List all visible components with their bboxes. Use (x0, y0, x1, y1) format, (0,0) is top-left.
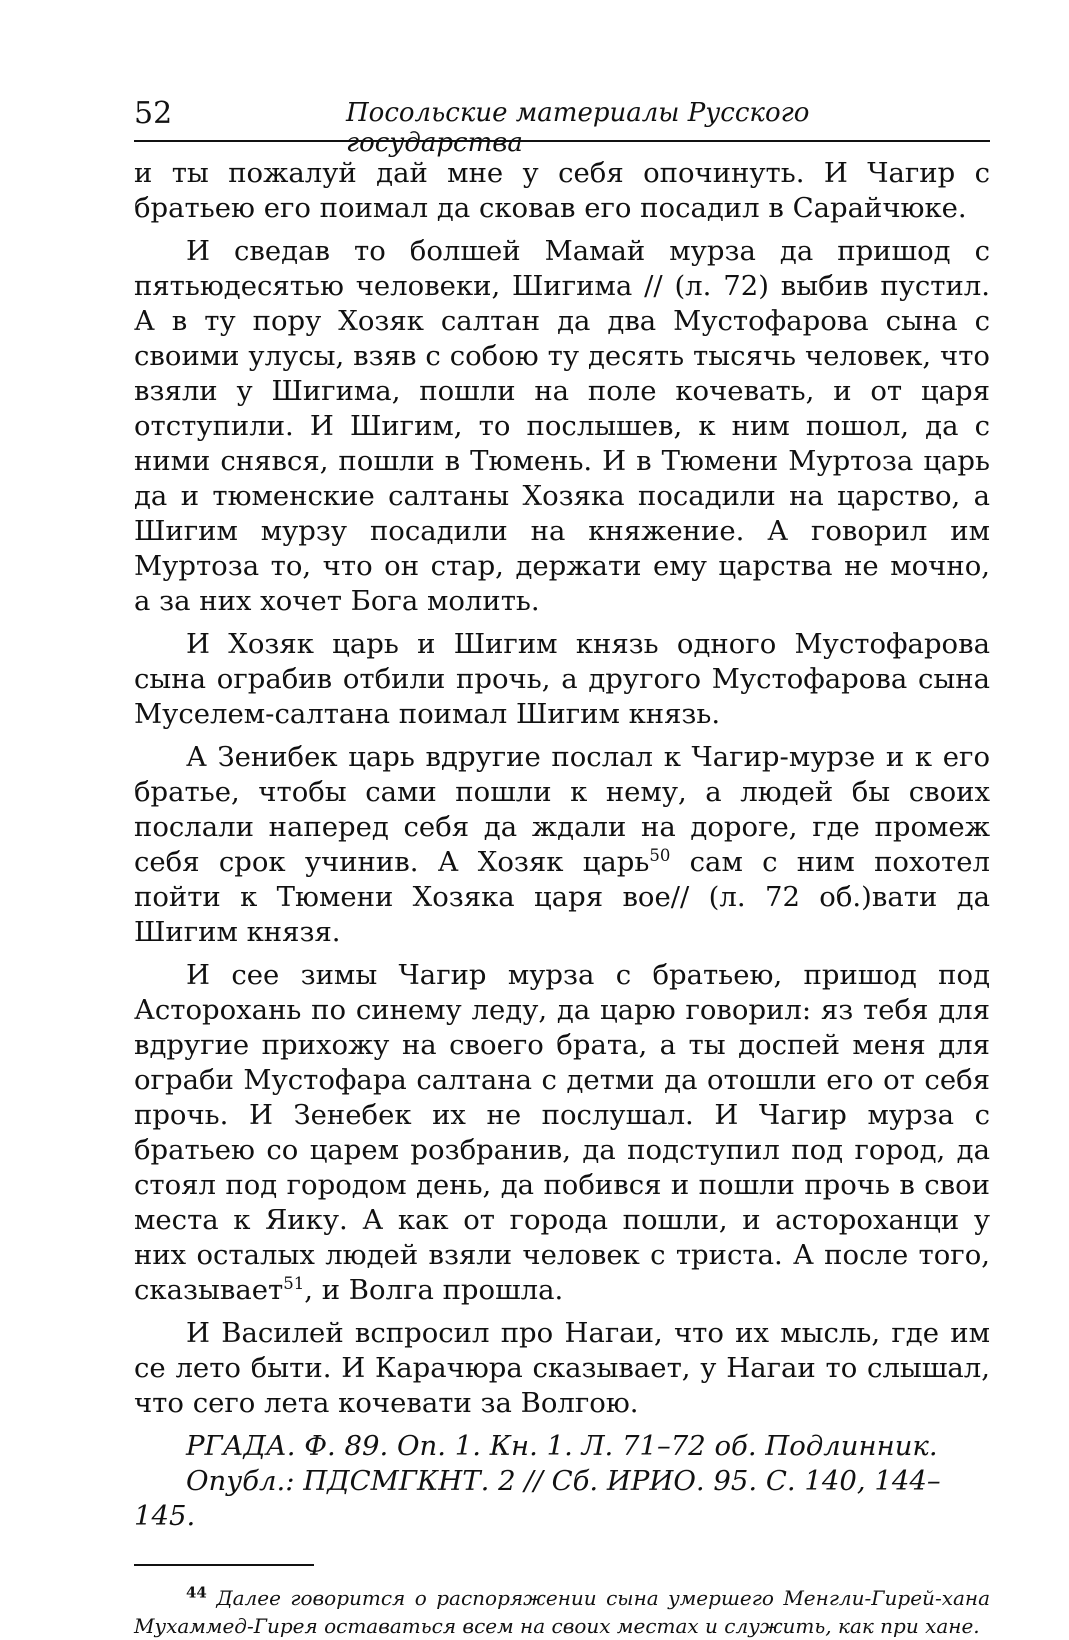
paragraph (134, 740, 990, 950)
page (134, 90, 990, 1640)
paragraph-text: А Зенибек царь вдругие послал к Чагир-мурзе и к его братье, чтобы сами пошли к нему, а людей бы своих послали наперед себя да ждали на дороге, где промеж себя срок учинив. А Хозяк царь (134, 741, 990, 878)
footnote-text: Далее говорится о распоряжении сына умершего Менгли-Гирей-хана Мухаммед-Гирея оставаться всем на своих местах и служить, как при хане. (134, 1586, 990, 1638)
paragraph-text: , и Волга прошла. (304, 1274, 564, 1306)
source-publication: Опубл.: ПДСМГКНТ. 2 // Сб. ИРИО. 95. С. 140, 144–145. (134, 1465, 941, 1532)
paragraph (134, 958, 990, 1308)
paragraph: и ты пожалуй дай мне у себя опочинуть. И Чагир с братьею его поимал да сковав его посадил в Сарайчюке. (134, 157, 990, 224)
paragraph-text: сам с ним похотел пойти к Тюмени Хозяка царя вое// (л. 72 об.)вати да Шигим князя. (134, 846, 990, 948)
page-header (134, 90, 990, 158)
main-text (134, 156, 990, 1534)
footnote-divider (134, 1564, 314, 1566)
running-title: Посольские материалы Русского государства (346, 98, 810, 158)
paragraph: И Хозяк царь и Шигим князь одного Мустофарова сына ограбив отбили прочь, а другого Мустофарова сына Муселем-салтана поимал Шигим князь. (134, 628, 990, 730)
paragraph-text: И сее зимы Чагир мурза с братьею, пришод под Асторохань по синему леду, да царю говорил: яз тебя для вдругие прихожу на своего брата, а ты доспей меня для ограби Мустофара салтана с детми да отошли его от себя прочь. И Зенебек их не послушал. И Чагир мурза с братьею со царем розбранив, да подступил под город, да стоял под городом день, да побився и пошли прочь в свои места к Яику. А как от города пошли, и астороханци у них осталых людей взяли человек с триста. А после того, сказывает (134, 959, 990, 1306)
page-number: 52 (134, 96, 173, 131)
footnote (134, 1584, 990, 1640)
paragraph: И сведав то болшей Мамай мурза да пришод с пятьюдесятью человеки, Шигима // (л. 72) выбив пустил. А в ту пору Хозяк салтан да два Мустофарова сына с своими улусы, взяв с собою ту десять тысячь человек, что взяли у Шигима, пошли на поле кочевать, и от царя отступили. И Шигим, то послышев, к ним пошол, да с ними снявся, пошли в Тюмень. И в Тюмени Муртоза царь да и тюменские салтаны Хозяка посадили на царство, а Шигим мурзу посадили на княжение. А говорил им Муртоза то, что он стар, держати ему царства не мочно, а за них хочет Бога молить. (134, 235, 990, 617)
footnote-ref-51: 51 (283, 1273, 305, 1293)
paragraph: И Василей вспросил про Нагаи, что их мысль, где им се лето быти. И Карачюра сказывает, у Нагаи то слышал, что сего лета кочевати за Волгою. (134, 1317, 990, 1419)
source-archive: РГАДА. Ф. 89. Оп. 1. Кн. 1. Л. 71–72 об. Подлинник. (186, 1430, 938, 1462)
footnote-mark: 44 (186, 1583, 207, 1602)
footnote-ref-50: 50 (649, 845, 671, 865)
